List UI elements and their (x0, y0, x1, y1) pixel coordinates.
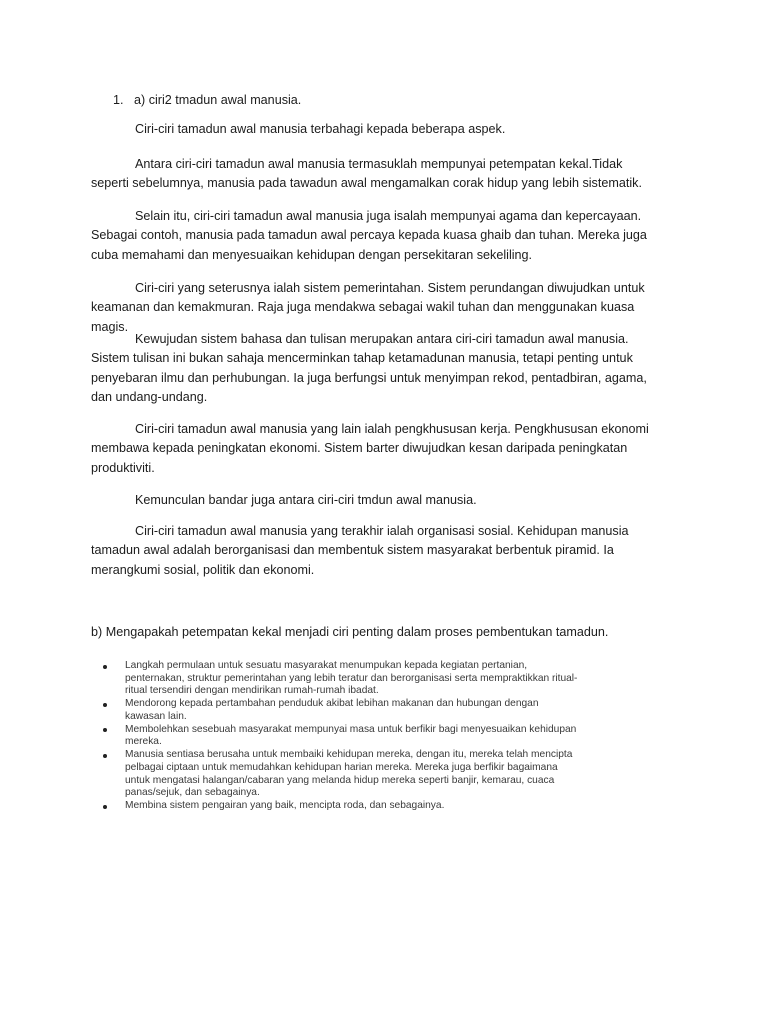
question-a-title: a) ciri2 tmadun awal manusia. (134, 93, 302, 107)
paragraph-bandar: Kemunculan bandar juga antara ciri-ciri tmdun awal manusia. (135, 493, 477, 507)
bullet-icon (103, 703, 107, 707)
paragraph-pemerintahan: Ciri-ciri yang seterusnya ialah sistem pemerintahan. Sistem perundangan diwujudkan untuk keamanan dan kemakmuran. Raja juga mendakwa sebagai wakil tuhan dan menggunakan kuasa magis. (91, 281, 645, 334)
list-number: 1. (113, 93, 124, 107)
paragraph-organisasi-sosial: Ciri-ciri tamadun awal manusia yang terakhir ialah organisasi sosial. Kehidupan manusia tamadun awal adalah berorganisasi dan membentuk sistem masyarakat berbentuk piramid. Ia merangkumi sosial, politik dan ekonomi. (91, 524, 629, 577)
bullet-text: Langkah permulaan untuk sesuatu masyarakat menumpukan kepada kegiatan pertanian, penternakan, struktur pemerintahan yang lebih teratur dan berorganisasi serta mempraktikkan ritual-ritual tersendiri dengan mendirikan rumah-rumah ibadat. (125, 660, 578, 697)
question-b-heading: b) Mengapakah petempatan kekal menjadi ciri penting dalam proses pembentukan tamadun. (91, 625, 609, 639)
paragraph-bahasa-tulisan: Kewujudan sistem bahasa dan tulisan merupakan antara ciri-ciri tamadun awal manusia. Sistem tulisan ini bukan sahaja mencerminkan tahap ketamadunan manusia, tetapi penting untuk penyebaran ilmu dan perhubungan. Ia juga berfungsi untuk menyimpan rekod, pentadbiran, agama, dan undang-undang. (91, 332, 647, 405)
bullet-icon (103, 805, 107, 809)
bullet-icon (103, 665, 107, 669)
bullet-list (100, 660, 580, 813)
bullet-text: Membolehkan sesebuah masyarakat mempunyai masa untuk berfikir bagi menyesuaikan kehidupan mereka. (125, 723, 577, 748)
bullet-text: Manusia sentiasa berusaha untuk membaiki kehidupan mereka, dengan itu, mereka telah mencipta pelbagai ciptaan untuk memudahkan kehidupan harian mereka. Mereka juga berfikir bagaimana untuk mengatasi halangan/cabaran yang melanda hidup mereka seperti banjir, kemarau, cuaca panas/sejuk, dan sebagainya. (125, 749, 573, 799)
paragraph-petempatan: Antara ciri-ciri tamadun awal manusia termasuklah mempunyai petempatan kekal.Tidak seperti sebelumnya, manusia pada tawadun awal mengamalkan corak hidup yang lebih sistematik. (91, 157, 642, 191)
bullet-text: Mendorong kepada pertambahan penduduk akibat lebihan makanan dan hubungan dengan kawasan lain. (125, 698, 539, 722)
paragraph-pengkhususan-kerja: Ciri-ciri tamadun awal manusia yang lain ialah pengkhususan kerja. Pengkhususan ekonomi membawa kepada peningkatan ekonomi. Sistem barter diwujudkan kesan daripada peningkatan produktiviti. (91, 422, 649, 475)
list-item (100, 660, 580, 698)
list-item (100, 749, 580, 799)
paragraph-agama: Selain itu, ciri-ciri tamadun awal manusia juga isalah mempunyai agama dan kepercayaan. Sebagai contoh, manusia pada tamadun awal percaya kepada kuasa ghaib dan tuhan. Mereka juga cuba memahami dan menyesuaikan kehidupan dengan persekitaran sekeliling. (91, 209, 647, 262)
list-item (100, 698, 580, 723)
paragraph-intro: Ciri-ciri tamadun awal manusia terbahagi kepada beberapa aspek. (135, 122, 506, 136)
bullet-icon (103, 754, 107, 758)
bullet-text: Membina sistem pengairan yang baik, mencipta roda, dan sebagainya. (125, 800, 445, 812)
bullet-icon (103, 728, 107, 732)
list-item (100, 724, 580, 749)
question-a-heading (113, 92, 301, 108)
list-item (100, 800, 580, 813)
